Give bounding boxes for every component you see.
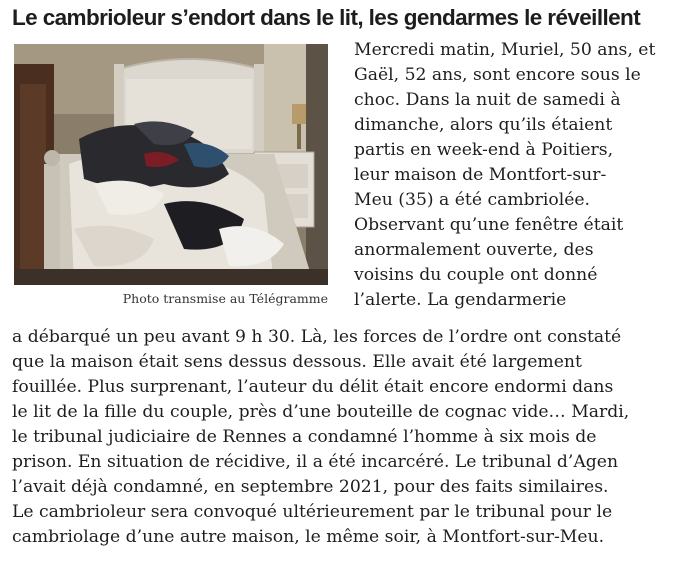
article-headline: Le cambrioleur s’endort dans le lit, les gendarmes le réveillent: [12, 5, 641, 30]
text-line: Meu (35) a été cambriolée.: [354, 190, 591, 210]
bedroom-photo-illustration: [14, 44, 328, 285]
article-body-column-right: [354, 38, 679, 313]
text-line: Observant qu’une fenêtre était: [354, 215, 624, 235]
article-body-full-width: [12, 325, 680, 550]
text-line: choc. Dans la nuit de samedi à: [354, 90, 621, 110]
text-line: Mercredi matin, Muriel, 50 ans, et: [354, 40, 656, 60]
text-line: a débarqué un peu avant 9 h 30. Là, les forces de l’ordre ont constaté: [12, 327, 622, 347]
text-line: partis en week-end à Poitiers,: [354, 140, 614, 160]
article-photo: [14, 44, 328, 285]
text-line: dimanche, alors qu’ils étaient: [354, 115, 613, 135]
text-line: leur maison de Montfort-sur-: [354, 165, 607, 185]
text-line: fouillée. Plus surprenant, l’auteur du délit était encore endormi dans: [12, 377, 614, 397]
text-line: que la maison était sens dessus dessous. Elle avait été largement: [12, 352, 582, 372]
text-line: l’alerte. La gendarmerie: [354, 290, 567, 310]
text-line: voisins du couple ont donné: [354, 265, 598, 285]
text-line: cambriolage d’une autre maison, le même soir, à Montfort-sur-Meu.: [12, 527, 605, 547]
text-line: l’avait déjà condamné, en septembre 2021, pour des faits similaires.: [12, 477, 609, 497]
text-line: prison. En situation de récidive, il a été incarcéré. Le tribunal d’Agen: [12, 452, 619, 472]
text-line: le tribunal judiciaire de Rennes a condamné l’homme à six mois de: [12, 427, 597, 447]
text-line: le lit de la fille du couple, près d’une bouteille de cognac vide… Mardi,: [12, 402, 630, 422]
text-line: Gaël, 52 ans, sont encore sous le: [354, 65, 641, 85]
text-line: Le cambrioleur sera convoqué ultérieurement par le tribunal pour le: [12, 502, 613, 522]
photo-caption: Photo transmise au Télégramme: [122, 291, 328, 306]
text-line: anormalement ouverte, des: [354, 240, 594, 260]
